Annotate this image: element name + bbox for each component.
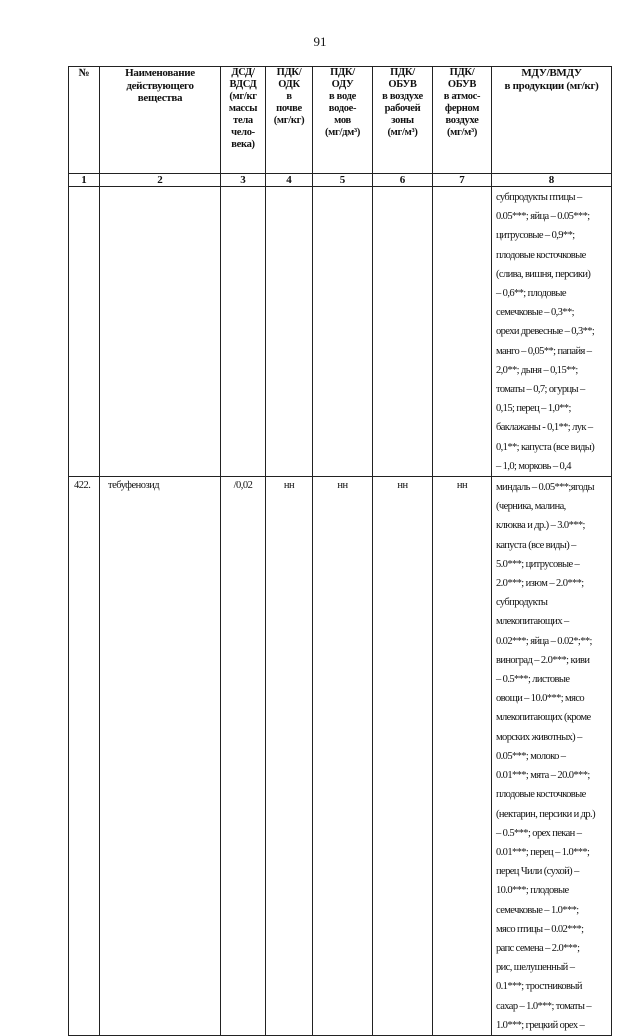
table-row xyxy=(69,477,612,1036)
header-mdu xyxy=(492,67,612,174)
row-number: 422. xyxy=(69,477,100,1036)
mdu-value: субпродукты птицы – 0.05***; яйца – 0.05***; цитрусовые – 0,9**; плодовые косточковые (слива, вишня, персики) – 0,6**; плодовые семечковые – 0,3**; орехи древесные – 0,3**; манго – 0,05**; папайя – 2,0**; дыня – 0,15**; томаты – 0,7; огурцы – 0,15; перец – 1,0**; баклажаны - 0,1**; лук – 0,1**; капуста (все виды) – 1,0; морковь – 0,4 xyxy=(496,192,595,472)
header-pdk-soil xyxy=(266,67,313,174)
header-line: ПДК/ xyxy=(330,67,355,78)
header-line: ОДК xyxy=(278,79,300,90)
pdk-work-air-value xyxy=(373,187,433,477)
header-line: (мг/дм³) xyxy=(324,127,361,138)
header-dsd xyxy=(221,67,266,174)
header-line: мов xyxy=(334,115,351,126)
header-line: Наименование xyxy=(125,67,195,79)
header-line: в атмос- xyxy=(443,91,481,102)
header-line: (мг/м³) xyxy=(387,127,418,138)
pdk-work-air-value: нн xyxy=(373,477,433,1036)
header-line: ОБУВ xyxy=(388,79,417,90)
substance-name: тебуфенозид xyxy=(100,477,221,1036)
pdk-soil-value: нн xyxy=(266,477,313,1036)
pdk-atm-air-value: нн xyxy=(433,477,492,1036)
header-line: века) xyxy=(231,139,255,150)
table-row xyxy=(69,187,612,477)
mdu-value: миндаль – 0.05***;ягоды (черника, малина, клюква и др.) – 3.0***; капуста (все виды) – 5.0***; цитрусовые – 2.0***; изюм – 2.0***; субпродукты млекопитающих – 0.02***; яйца – 0.02*;**; виноград – 2.0***; киви – 0.5***; листовые овощи – 10.0***; мясо млекопитающих (кроме морских животных) – 0.05***; молоко – 0.01***; мята – 20.0***; плодовые косточковые (нектарин, персики и др.) – 0.5***; орех пекан – 0.01***; перец – 1.0***; перец Чили (сухой) – 10.0***; плодовые семечковые – 1.0***; мясо птицы – 0.02***; рапс семена – 2.0***; рис, шелушенный – 0.1***; тростниковый сахар – 1.0***; томаты – 1.0***; грецкий орех – xyxy=(496,482,595,1031)
header-pdk-work-air xyxy=(373,67,433,174)
header-number xyxy=(69,67,100,174)
mdu-cell xyxy=(492,477,612,1036)
header-line: воздухе xyxy=(445,115,479,126)
header-line: (мг/м³) xyxy=(446,127,478,138)
header-line: ПДК/ xyxy=(276,67,302,78)
header-substance-name xyxy=(100,67,221,174)
header-row xyxy=(69,67,612,174)
header-line: МДУ/ВМДУ xyxy=(521,67,582,79)
header-line: (мг/кг xyxy=(229,91,257,102)
dsd-value xyxy=(221,187,266,477)
column-number: 6 xyxy=(373,174,433,187)
header-line: в воздухе xyxy=(382,91,423,102)
header-line: тела xyxy=(233,115,253,126)
column-number: 4 xyxy=(266,174,313,187)
pesticide-table xyxy=(68,66,612,1036)
header-line: рабочей xyxy=(384,103,421,114)
header-line: ОДУ xyxy=(331,79,354,90)
pdk-water-value xyxy=(313,187,373,477)
header-line: зоны xyxy=(391,115,414,126)
header-line: ПДК/ xyxy=(449,67,475,78)
header-line: в продукции (мг/кг) xyxy=(504,80,599,92)
dsd-value: /0,02 xyxy=(221,477,266,1036)
column-number: 8 xyxy=(492,174,612,187)
header-line: ДСД/ xyxy=(231,67,255,78)
header-line: ОБУВ xyxy=(447,79,477,90)
header-line: чело- xyxy=(231,127,255,138)
row-number xyxy=(69,187,100,477)
header-line: ПДК/ xyxy=(390,67,415,78)
mdu-cell xyxy=(492,187,612,477)
header-line: ВДСД xyxy=(229,79,257,90)
header-line: (мг/кг) xyxy=(273,115,305,126)
header-line: вещества xyxy=(137,92,183,104)
header-pdk-atm-air xyxy=(433,67,492,174)
pdk-atm-air-value xyxy=(433,187,492,477)
column-number: 3 xyxy=(221,174,266,187)
pdk-water-value: нн xyxy=(313,477,373,1036)
column-number: 7 xyxy=(433,174,492,187)
header-line: действующего xyxy=(126,79,194,92)
header-pdk-water xyxy=(313,67,373,174)
header-line: ферном xyxy=(444,103,480,114)
header-line: в xyxy=(286,91,292,102)
header-line: водое- xyxy=(328,103,357,114)
pdk-soil-value xyxy=(266,187,313,477)
header-line: массы xyxy=(228,103,258,114)
column-number-row xyxy=(69,174,612,187)
header-line: в воде xyxy=(328,91,356,102)
column-number: 5 xyxy=(313,174,373,187)
header-line: почве xyxy=(276,103,302,114)
page-number: 91 xyxy=(313,34,327,49)
substance-name xyxy=(100,187,221,477)
column-number: 2 xyxy=(100,174,221,187)
header-line: № xyxy=(78,67,90,79)
column-number: 1 xyxy=(69,174,100,187)
